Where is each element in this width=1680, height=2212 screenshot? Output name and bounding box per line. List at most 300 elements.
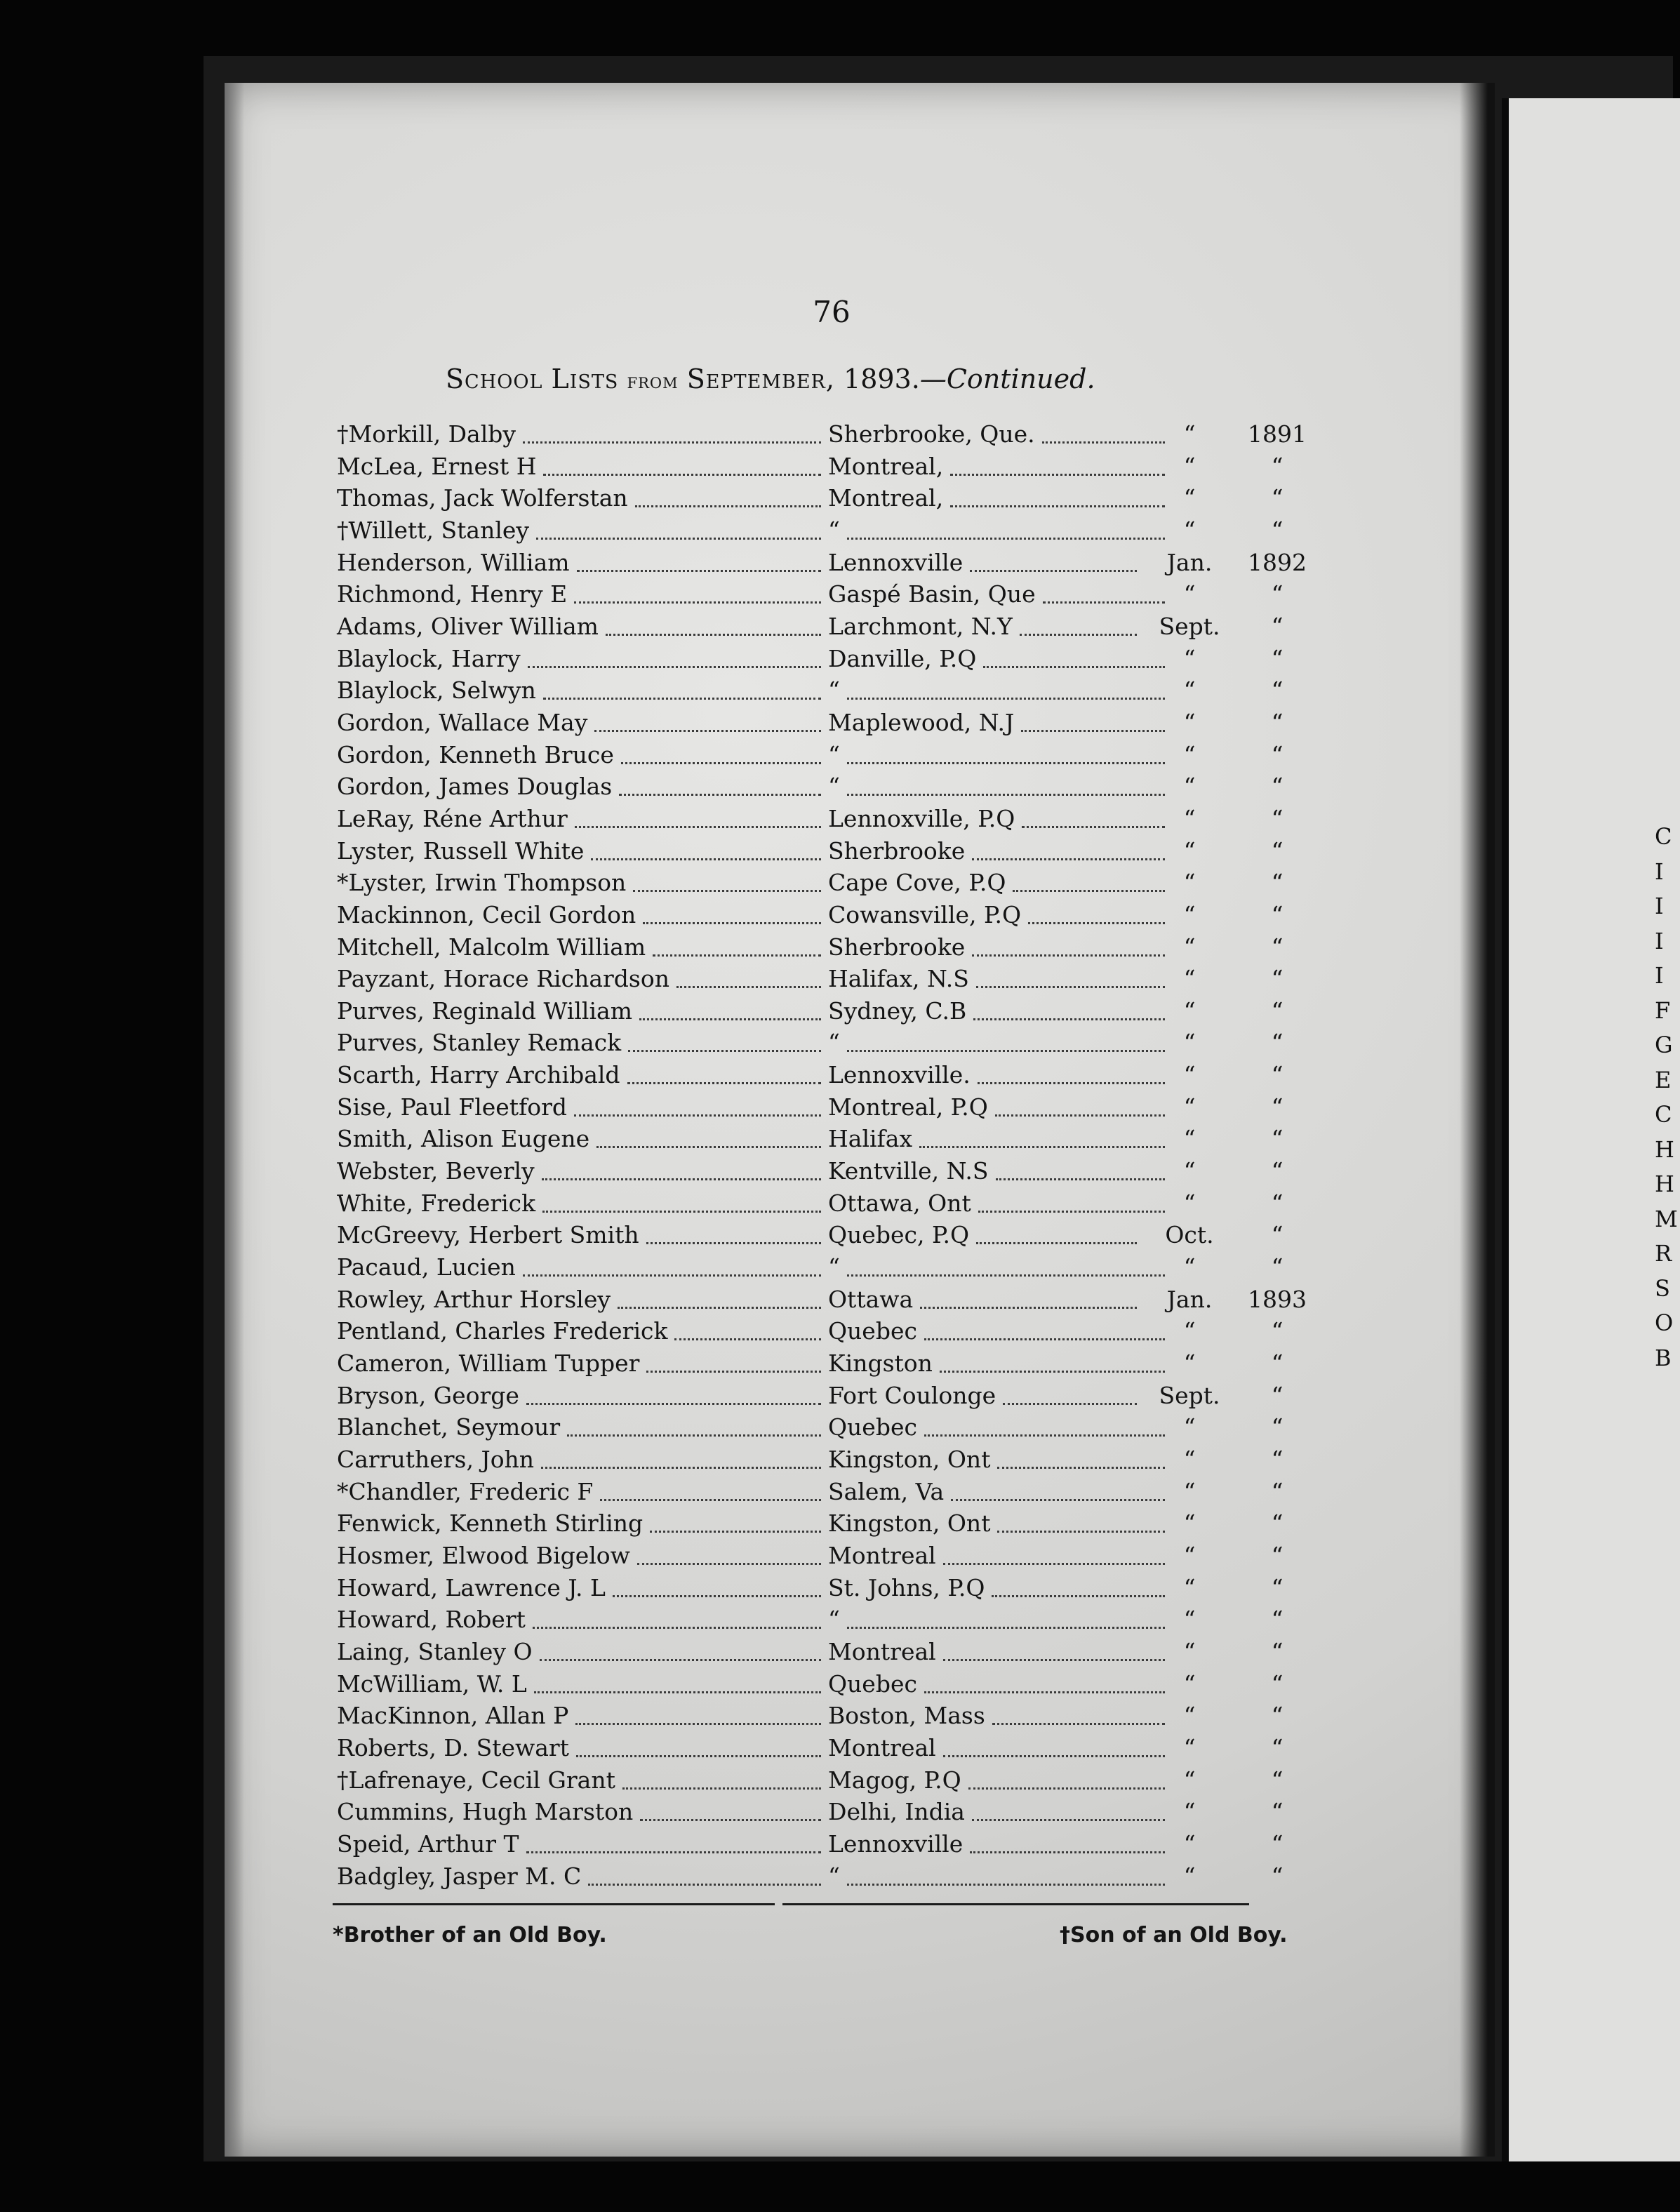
student-name: Blanchet, Seymour — [337, 1413, 561, 1441]
entry-month: “ — [1183, 1317, 1196, 1345]
facing-page — [1502, 98, 1680, 2161]
book-gutter — [1460, 83, 1495, 2157]
dot-leader — [992, 1720, 1165, 1725]
dot-leader — [523, 439, 821, 444]
list-row — [337, 547, 1333, 579]
entry-year: “ — [1271, 1798, 1284, 1826]
dot-leader — [528, 663, 821, 668]
entry-month: “ — [1183, 1029, 1196, 1057]
page-header — [446, 364, 1232, 394]
dot-leader — [640, 1816, 821, 1821]
dot-leader — [924, 1335, 1165, 1340]
student-name: Howard, Robert — [337, 1606, 526, 1634]
dot-leader — [567, 1432, 821, 1437]
student-residence: Halifax — [828, 1125, 913, 1153]
dot-leader — [1043, 599, 1165, 604]
entry-year: “ — [1271, 740, 1284, 768]
entry-year: “ — [1271, 804, 1284, 832]
entry-year: “ — [1271, 484, 1284, 512]
dot-leader — [847, 791, 1165, 796]
student-residence: “ — [828, 1253, 840, 1281]
dot-leader — [577, 567, 821, 572]
dot-leader — [943, 1560, 1165, 1565]
dot-leader — [588, 1881, 821, 1886]
dot-leader — [1013, 887, 1165, 892]
dot-leader — [653, 952, 821, 957]
dot-leader — [621, 759, 821, 764]
student-name: Purves, Reginald William — [337, 997, 632, 1025]
list-row — [337, 418, 1333, 451]
entry-month: “ — [1183, 740, 1196, 768]
facing-page-letter: H — [1655, 1135, 1674, 1163]
dot-leader — [575, 823, 821, 828]
student-residence: Sherbrooke — [828, 837, 966, 865]
dot-leader — [950, 471, 1165, 476]
student-name: McGreevy, Herbert Smith — [337, 1221, 639, 1249]
facing-page-letter: I — [1655, 927, 1664, 954]
entry-month: “ — [1183, 1477, 1196, 1505]
entry-year: “ — [1271, 1477, 1284, 1505]
student-residence: Danville, P.Q — [828, 644, 977, 672]
entry-month: “ — [1183, 869, 1196, 897]
dot-leader — [1003, 1400, 1137, 1405]
student-name: Howard, Lawrence J. L — [337, 1573, 606, 1601]
student-name: Mackinnon, Cecil Gordon — [337, 900, 636, 928]
entry-month: “ — [1183, 900, 1196, 928]
entry-year: “ — [1271, 1766, 1284, 1794]
dot-leader — [575, 1720, 821, 1725]
facing-page-letter: C — [1655, 1101, 1672, 1128]
student-residence: “ — [828, 1029, 840, 1057]
student-name: Mitchell, Malcolm William — [337, 933, 646, 961]
student-residence: “ — [828, 677, 840, 705]
dot-leader — [676, 983, 821, 988]
header-word-school: School — [446, 364, 543, 394]
facing-page-letter: I — [1655, 858, 1664, 885]
student-residence: Sherbrooke, Que. — [828, 420, 1035, 448]
student-name: Adams, Oliver William — [337, 612, 599, 640]
facing-page-letter: M — [1655, 1205, 1678, 1232]
student-residence: “ — [828, 740, 840, 768]
student-residence: Boston, Mass — [828, 1702, 985, 1730]
dot-leader — [973, 1015, 1165, 1020]
entry-month: “ — [1183, 1446, 1196, 1473]
student-residence: Cape Cove, P.Q — [828, 869, 1006, 897]
student-residence: Quebec — [828, 1317, 917, 1345]
dot-leader — [533, 1624, 821, 1629]
entry-year: “ — [1271, 1510, 1284, 1538]
footnote-brother: *Brother of an Old Boy. — [333, 1923, 607, 1947]
entry-year: “ — [1271, 580, 1284, 608]
dot-leader — [924, 1432, 1165, 1437]
student-residence: Quebec — [828, 1670, 917, 1698]
list-row — [337, 867, 1333, 899]
header-word-september: September, — [686, 364, 835, 394]
student-name: Speid, Arthur T — [337, 1830, 519, 1858]
student-residence: Montreal, P.Q — [828, 1093, 988, 1121]
student-residence: Larchmont, N.Y — [828, 612, 1013, 640]
entry-year: “ — [1271, 1189, 1284, 1217]
student-residence: Lennoxville, P.Q — [828, 804, 1015, 832]
list-row — [337, 1860, 1333, 1893]
student-name: Webster, Beverly — [337, 1157, 535, 1185]
entry-year: 1891 — [1248, 420, 1307, 448]
entry-month: “ — [1183, 1830, 1196, 1858]
entry-month: “ — [1183, 1253, 1196, 1281]
dot-leader — [847, 695, 1165, 700]
dot-leader — [543, 695, 821, 700]
entry-year: “ — [1271, 1350, 1284, 1378]
dot-leader — [613, 1592, 821, 1597]
student-residence: Lennoxville — [828, 1830, 964, 1858]
student-name: Thomas, Jack Wolferstan — [337, 484, 628, 512]
dot-leader — [600, 1496, 821, 1501]
facing-page-letter: O — [1655, 1310, 1674, 1336]
entry-month: “ — [1183, 1510, 1196, 1538]
student-name: Cameron, William Tupper — [337, 1350, 640, 1378]
dot-leader — [968, 1785, 1165, 1790]
list-row — [337, 1315, 1333, 1347]
student-name: LeRay, Réne Arthur — [337, 804, 568, 832]
student-residence: Montreal — [828, 1541, 936, 1569]
list-row — [337, 1091, 1333, 1124]
student-name: Blaylock, Selwyn — [337, 677, 536, 705]
dot-leader — [997, 1464, 1165, 1469]
entry-year: “ — [1271, 1862, 1284, 1890]
student-residence: “ — [828, 516, 840, 544]
entry-year: “ — [1271, 677, 1284, 705]
list-row — [337, 707, 1333, 739]
list-row — [337, 739, 1333, 771]
entry-year: “ — [1271, 900, 1284, 928]
dot-leader — [622, 1785, 821, 1790]
entry-year: “ — [1271, 997, 1284, 1025]
dot-leader — [523, 1272, 821, 1277]
dot-leader — [1022, 823, 1165, 828]
list-row — [337, 1187, 1333, 1220]
dot-leader — [606, 631, 821, 636]
list-row — [337, 1155, 1333, 1187]
dot-leader — [983, 663, 1165, 668]
dot-leader — [847, 1624, 1165, 1629]
entry-year: “ — [1271, 1381, 1284, 1409]
list-row — [337, 1764, 1333, 1797]
dot-leader — [920, 1304, 1137, 1309]
entry-year: “ — [1271, 1029, 1284, 1057]
student-residence: Montreal, — [828, 452, 944, 480]
entry-month: “ — [1183, 1733, 1196, 1761]
footnote-rule-right — [782, 1903, 1249, 1905]
page-number: 76 — [813, 295, 851, 329]
entry-year: “ — [1271, 965, 1284, 993]
entry-month: “ — [1183, 708, 1196, 736]
entry-month: “ — [1183, 1573, 1196, 1601]
entry-month: “ — [1183, 1606, 1196, 1634]
student-residence: “ — [828, 1862, 840, 1890]
list-row — [337, 1444, 1333, 1476]
list-row — [337, 835, 1333, 867]
entry-month: “ — [1183, 580, 1196, 608]
student-name: Cummins, Hugh Marston — [337, 1798, 634, 1826]
facing-page-letter: R — [1655, 1240, 1672, 1267]
dot-leader — [591, 855, 821, 860]
dot-leader — [639, 1015, 821, 1020]
list-row — [337, 1668, 1333, 1700]
facing-page-letter: I — [1655, 962, 1664, 989]
student-name: White, Frederick — [337, 1189, 536, 1217]
list-row — [337, 1284, 1333, 1316]
list-row — [337, 1828, 1333, 1860]
list-row — [337, 578, 1333, 611]
entry-month: “ — [1183, 965, 1196, 993]
student-name: Sise, Paul Fleetford — [337, 1093, 568, 1121]
entry-year: “ — [1271, 1670, 1284, 1698]
facing-page-letter: G — [1655, 1032, 1673, 1058]
dot-leader — [847, 1272, 1165, 1277]
header-year: 1893. — [844, 364, 920, 394]
student-residence: Ottawa, Ont — [828, 1189, 971, 1217]
student-name: Blaylock, Harry — [337, 644, 521, 672]
student-name: Hosmer, Elwood Bigelow — [337, 1541, 630, 1569]
dot-leader — [526, 1400, 821, 1405]
facing-page-letter: F — [1655, 997, 1671, 1024]
student-name: Roberts, D. Stewart — [337, 1733, 569, 1761]
dot-leader — [633, 887, 821, 892]
entry-month: “ — [1183, 773, 1196, 801]
student-residence: Lennoxville. — [828, 1061, 971, 1089]
student-residence: Maplewood, N.J — [828, 708, 1015, 736]
dot-leader — [976, 1239, 1137, 1244]
entry-year: “ — [1271, 1413, 1284, 1441]
list-row — [337, 482, 1333, 514]
dot-leader — [972, 1816, 1165, 1821]
student-residence: Gaspé Basin, Que — [828, 580, 1036, 608]
student-residence: Montreal, — [828, 484, 944, 512]
entry-year: “ — [1271, 1061, 1284, 1089]
dot-leader — [637, 1560, 821, 1565]
dot-leader — [596, 1143, 821, 1148]
list-row — [337, 1700, 1333, 1732]
student-name: †Morkill, Dalby — [337, 420, 516, 448]
entry-month: “ — [1183, 933, 1196, 961]
entry-month: “ — [1183, 1061, 1196, 1089]
entry-year: “ — [1271, 1221, 1284, 1249]
entry-month: “ — [1183, 997, 1196, 1025]
entry-month: “ — [1183, 1093, 1196, 1121]
entry-year: “ — [1271, 1125, 1284, 1153]
dot-leader — [619, 791, 821, 796]
student-name: Gordon, James Douglas — [337, 773, 613, 801]
entry-month: Jan. — [1166, 548, 1213, 576]
student-name: Pacaud, Lucien — [337, 1253, 516, 1281]
dot-leader — [674, 1335, 821, 1340]
student-name: Rowley, Arthur Horsley — [337, 1285, 611, 1313]
student-name: Carruthers, John — [337, 1446, 535, 1473]
entry-month: Jan. — [1166, 1285, 1213, 1313]
facing-page-letter: C — [1655, 823, 1672, 850]
list-row — [337, 1507, 1333, 1540]
list-row — [337, 899, 1333, 931]
entry-year: “ — [1271, 708, 1284, 736]
entry-month: “ — [1183, 1766, 1196, 1794]
student-name: †Lafrenaye, Cecil Grant — [337, 1766, 615, 1794]
entry-month: Oct. — [1165, 1221, 1214, 1249]
entry-year: “ — [1271, 869, 1284, 897]
dot-leader — [997, 1528, 1165, 1533]
list-row — [337, 674, 1333, 707]
entry-year: “ — [1271, 1830, 1284, 1858]
dot-leader — [1028, 919, 1165, 924]
list-row — [337, 1123, 1333, 1155]
facing-page-letter: I — [1655, 893, 1664, 919]
list-row — [337, 1219, 1333, 1251]
dot-leader — [635, 502, 821, 507]
student-name: *Chandler, Frederic F — [337, 1477, 594, 1505]
list-row — [337, 1604, 1333, 1636]
student-residence: “ — [828, 773, 840, 801]
dot-leader — [970, 1848, 1165, 1853]
entry-month: Sept. — [1159, 612, 1220, 640]
entry-month: Sept. — [1159, 1381, 1220, 1409]
student-residence: Salem, Va — [828, 1477, 945, 1505]
student-residence: St. Johns, P.Q — [828, 1573, 985, 1601]
list-row — [337, 963, 1333, 995]
student-name: *Lyster, Irwin Thompson — [337, 869, 627, 897]
footnote-rule-left — [333, 1903, 775, 1905]
entry-year: “ — [1271, 1541, 1284, 1569]
entry-month: “ — [1183, 1798, 1196, 1826]
entry-year: “ — [1271, 644, 1284, 672]
list-row — [337, 1027, 1333, 1059]
header-word-lists: Lists — [551, 364, 619, 394]
dot-leader — [643, 919, 821, 924]
entry-month: “ — [1183, 1862, 1196, 1890]
dot-leader — [540, 1656, 821, 1661]
entry-year: “ — [1271, 1317, 1284, 1345]
list-row — [337, 1636, 1333, 1668]
student-name: MacKinnon, Allan P — [337, 1702, 569, 1730]
student-name: Bryson, George — [337, 1381, 519, 1409]
dot-leader — [847, 759, 1165, 764]
entry-month: “ — [1183, 420, 1196, 448]
entry-month: “ — [1183, 1189, 1196, 1217]
dot-leader — [976, 983, 1165, 988]
entry-year: “ — [1271, 773, 1284, 801]
entry-month: “ — [1183, 677, 1196, 705]
student-residence: Quebec — [828, 1413, 917, 1441]
student-residence: Sherbrooke — [828, 933, 966, 961]
dot-leader — [972, 952, 1165, 957]
student-name: Richmond, Henry E — [337, 580, 568, 608]
list-row — [337, 514, 1333, 547]
student-residence: Halifax, N.S — [828, 965, 969, 993]
entry-year: “ — [1271, 1253, 1284, 1281]
entry-year: “ — [1271, 1157, 1284, 1185]
student-residence: Delhi, India — [828, 1798, 965, 1826]
dot-leader — [628, 1047, 821, 1052]
facing-page-letters — [1655, 820, 1676, 1375]
dot-leader — [574, 1112, 821, 1117]
list-row — [337, 771, 1333, 803]
student-name: Henderson, William — [337, 548, 570, 576]
dot-leader — [543, 471, 821, 476]
student-residence: Kingston — [828, 1350, 933, 1378]
entry-month: “ — [1183, 837, 1196, 865]
entry-month: “ — [1183, 1350, 1196, 1378]
entry-month: “ — [1183, 1541, 1196, 1569]
entry-year: “ — [1271, 933, 1284, 961]
dot-leader — [919, 1143, 1165, 1148]
student-residence: Quebec, P.Q — [828, 1221, 970, 1249]
entry-month: “ — [1183, 516, 1196, 544]
list-row — [337, 1732, 1333, 1764]
dot-leader — [1042, 439, 1165, 444]
list-row — [337, 1380, 1333, 1412]
dot-leader — [594, 727, 821, 732]
student-residence: Kingston, Ont — [828, 1510, 991, 1538]
dot-leader — [526, 1848, 821, 1853]
entry-year: “ — [1271, 1573, 1284, 1601]
list-row — [337, 643, 1333, 675]
list-row — [337, 803, 1333, 835]
dot-leader — [542, 1175, 821, 1180]
list-row — [337, 995, 1333, 1027]
dot-leader — [574, 599, 821, 604]
dot-leader — [627, 1079, 821, 1084]
dot-leader — [542, 1208, 821, 1213]
list-row — [337, 1347, 1333, 1380]
entry-year: “ — [1271, 1702, 1284, 1730]
student-residence: Fort Coulonge — [828, 1381, 996, 1409]
list-row — [337, 1411, 1333, 1444]
facing-page-letter: S — [1655, 1274, 1670, 1302]
list-row — [337, 1540, 1333, 1572]
entry-year: “ — [1271, 1733, 1284, 1761]
student-name: Gordon, Kenneth Bruce — [337, 740, 614, 768]
student-name: Laing, Stanley O — [337, 1637, 533, 1665]
student-name: McLea, Ernest H — [337, 452, 537, 480]
student-residence: Sydney, C.B — [828, 997, 967, 1025]
student-name: Lyster, Russell White — [337, 837, 585, 865]
list-row — [337, 931, 1333, 964]
dot-leader — [924, 1688, 1165, 1693]
entry-month: “ — [1183, 452, 1196, 480]
dot-leader — [995, 1112, 1165, 1117]
facing-page-letter: B — [1655, 1344, 1672, 1371]
student-name: Purves, Stanley Remack — [337, 1029, 622, 1057]
header-continued: —Continued. — [919, 364, 1095, 394]
student-name: Gordon, Wallace May — [337, 708, 588, 736]
student-name: McWilliam, W. L — [337, 1670, 527, 1698]
student-name: Smith, Alison Eugene — [337, 1125, 590, 1153]
student-name: Pentland, Charles Frederick — [337, 1317, 668, 1345]
entry-month: “ — [1183, 1157, 1196, 1185]
list-row — [337, 611, 1333, 643]
entry-year: “ — [1271, 1637, 1284, 1665]
list-row — [337, 1796, 1333, 1828]
dot-leader — [1021, 727, 1165, 732]
list-row — [337, 451, 1333, 483]
dot-leader — [996, 1175, 1165, 1180]
entry-year: “ — [1271, 1446, 1284, 1473]
student-name: Payzant, Horace Richardson — [337, 965, 669, 993]
list-row — [337, 1059, 1333, 1091]
student-name: Badgley, Jasper M. C — [337, 1862, 582, 1890]
dot-leader — [951, 1496, 1165, 1501]
header-word-from: from — [627, 369, 679, 394]
entry-month: “ — [1183, 484, 1196, 512]
student-residence: Cowansville, P.Q — [828, 900, 1022, 928]
